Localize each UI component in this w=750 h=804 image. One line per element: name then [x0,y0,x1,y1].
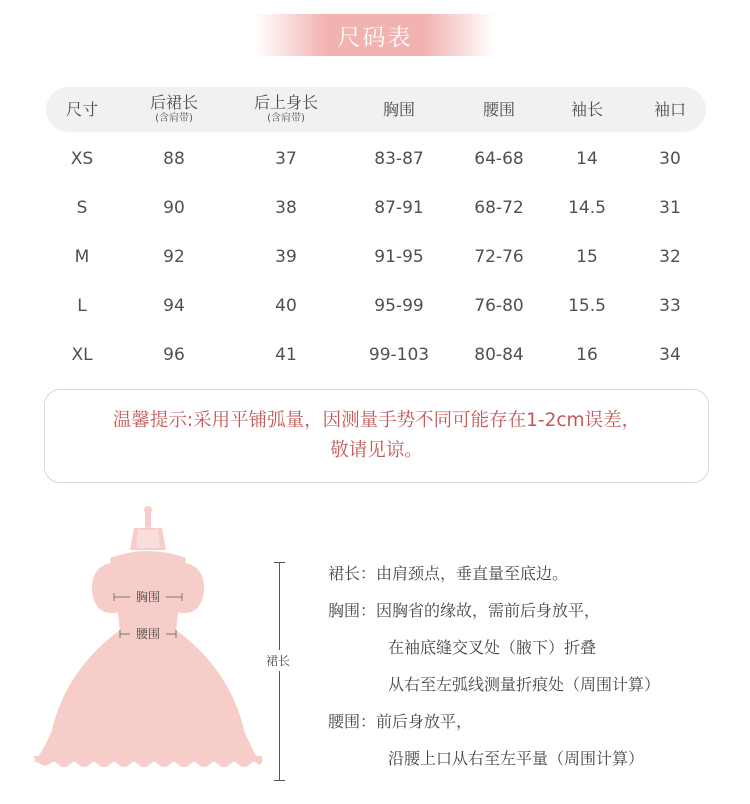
length-measure-line [279,562,280,780]
instruction-chest-fold: 在袖底缝交叉处（腋下）折叠 [388,638,597,657]
cell-back-upper-length: 38 [275,197,297,218]
table-header [46,87,706,132]
cell-cuff: 33 [659,295,681,316]
title-banner [255,14,495,56]
header-waist: 腰围 [482,99,515,119]
cell-back-length: 88 [163,148,185,169]
cell-size: L [77,295,87,316]
header-cuff: 袖口 [653,99,686,119]
cell-waist: 68-72 [474,197,524,218]
instruction-waist-measure: 沿腰上口从右至左平量（周围计算） [388,749,645,768]
size-table [46,87,706,379]
cell-waist: 64-68 [474,148,524,169]
cell-chest: 83-87 [374,148,424,169]
header-back-upper-length: 后上身长 (含肩带) [253,93,318,124]
cell-sleeve-length: 15 [576,246,598,267]
cell-back-length: 94 [163,295,185,316]
instruction-chest: 胸围：因胸省的缘故，需前后身放平， [328,601,601,620]
header-sleeve-length: 袖长 [570,99,603,119]
notice-line-2: 敬请见谅。 [330,440,423,461]
table-row [46,134,706,183]
waist-label: 腰围 [135,627,161,641]
cell-chest: 99-103 [368,344,430,365]
cell-sleeve-length: 15.5 [568,295,606,316]
header-back-length: 后裙长 (含肩带) [149,93,198,124]
cell-chest: 91-95 [374,246,424,267]
header-chest: 胸围 [382,99,415,119]
cell-sleeve-length: 14 [576,148,598,169]
header-size: 尺寸 [65,99,98,119]
chest-label: 胸围 [135,590,161,604]
cell-back-length: 92 [163,246,185,267]
cell-back-upper-length: 41 [275,344,297,365]
cell-waist: 76-80 [474,295,524,316]
page-title: 尺码表 [337,24,413,51]
length-measure-bottom-cap [274,780,285,781]
cell-chest: 87-91 [374,197,424,218]
cell-sleeve-length: 14.5 [568,197,606,218]
cell-cuff: 32 [659,246,681,267]
table-row [46,232,706,281]
cell-cuff: 34 [659,344,681,365]
cell-cuff: 31 [659,197,681,218]
instruction-chest-measure: 从右至左弧线测量折痕处（周围计算） [388,675,661,694]
cell-back-length: 96 [163,344,185,365]
length-label: 裙长 [266,650,290,671]
instruction-length: 裙长：由肩颈点，垂直量至底边。 [328,564,569,583]
cell-sleeve-length: 16 [576,344,598,365]
cell-chest: 95-99 [374,295,424,316]
cell-size: S [76,197,88,218]
cell-back-upper-length: 37 [275,148,297,169]
table-row [46,281,706,330]
cell-back-upper-length: 40 [275,295,297,316]
dress-illustration [30,500,270,790]
cell-back-length: 90 [163,197,185,218]
cell-size: XL [71,344,93,365]
cell-cuff: 30 [659,148,681,169]
length-measure-top-cap [274,562,285,563]
cell-back-upper-length: 39 [275,246,297,267]
dress-highlights [136,530,160,548]
table-row [46,330,706,379]
warm-tip-notice [44,389,709,483]
table-row [46,183,706,232]
cell-waist: 72-76 [474,246,524,267]
cell-waist: 80-84 [474,344,524,365]
cell-size: XS [70,148,94,169]
cell-size: M [74,246,90,267]
instruction-waist: 腰围：前后身放平， [328,712,473,731]
notice-line-1: 温馨提示:采用平铺弧量，因测量手势不同可能存在1-2cm误差， [112,410,641,431]
